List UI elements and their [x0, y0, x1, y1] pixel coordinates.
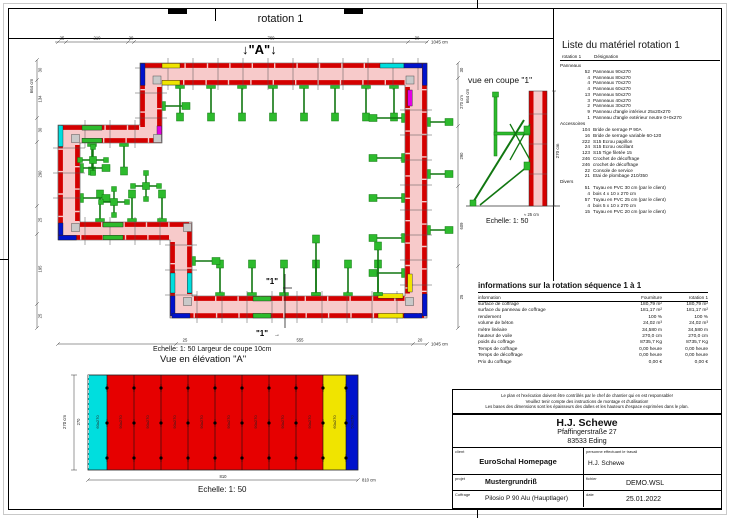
special-panel [380, 63, 404, 68]
special-panel [422, 294, 427, 316]
special-panel [103, 235, 123, 240]
dim-total: 664 cm [465, 88, 470, 104]
tie-point [132, 386, 135, 389]
material-item-qty: 104 [582, 127, 590, 133]
special-panel [408, 90, 413, 106]
corner-angle-piece [184, 224, 192, 232]
material-section-name: Divers [560, 179, 574, 185]
info-cell: 100 % [648, 314, 662, 320]
special-panel [422, 63, 427, 85]
brace-prop [163, 102, 191, 111]
date-value: 25.01.2022 [626, 496, 662, 503]
material-item-qty: 4 [587, 74, 590, 80]
info-cell: 270,0 cm [642, 334, 662, 340]
tie-point [213, 421, 216, 424]
material-item-qty: 4 [587, 86, 590, 92]
material-item-qty: 4 [587, 191, 590, 197]
dim-label: 30 [37, 67, 43, 73]
project-label: projet [455, 476, 466, 481]
brace-prop [369, 154, 405, 163]
info-cell: volume de béton [478, 321, 514, 327]
dim-label: 25 [59, 35, 65, 41]
info-cell: surface de coffrage [478, 302, 519, 307]
project-value: Mustergrundriß [485, 479, 537, 486]
special-panel [170, 296, 175, 316]
tie-point [132, 421, 135, 424]
special-panel [162, 63, 180, 68]
panel-size-label: 90x270 [307, 415, 312, 429]
wall-panel [529, 91, 534, 206]
tie-point [186, 456, 189, 459]
info-table-title: informations sur la rotation séquence 1 à 1 [478, 281, 708, 293]
dim-total: 1045 cm [431, 341, 448, 347]
special-panel [172, 313, 190, 318]
dim-total: 664 cm [29, 78, 34, 94]
panel-size-label: 60x270 [95, 415, 100, 429]
tie-point [294, 456, 297, 459]
brace-prop [248, 260, 257, 296]
file-label: fichier [586, 476, 597, 481]
special-panel [103, 222, 123, 227]
brace-prop [81, 194, 111, 203]
formwork-value: Pilosio P 90 Alu (Hauptlager) [485, 495, 568, 502]
brace-prop [428, 170, 454, 179]
info-cell: Temps de coffrage [478, 346, 518, 352]
dim-label: 20 [128, 35, 134, 41]
special-panel [58, 235, 76, 240]
elevation-view-svg [60, 356, 410, 488]
tie-point [321, 456, 324, 459]
special-panel [58, 126, 63, 147]
registration-tick [0, 259, 9, 260]
material-item-qty: 4 [587, 80, 590, 86]
formwork-row [453, 491, 721, 507]
special-panel [253, 296, 271, 301]
tie-point [186, 386, 189, 389]
material-item-label: S15 Tige filetée 15 [593, 150, 632, 156]
material-item-label: Panneaux 90x270 [593, 68, 631, 74]
panel-size-label: 90x270 [145, 415, 150, 429]
info-row [478, 360, 708, 366]
info-cell: poids du coffrage [478, 340, 515, 346]
brace-prop [158, 190, 167, 222]
client-label: client [455, 449, 465, 454]
material-item-qty: 15 [584, 208, 590, 214]
material-item-qty: 52 [584, 68, 590, 74]
brace-prop [390, 86, 399, 122]
special-panel [253, 313, 271, 318]
material-item-label: Panneaux 60x270 [593, 86, 631, 92]
company-name: H.J. Schewe [556, 417, 618, 429]
special-panel [187, 273, 192, 293]
push-pull-prop [480, 166, 528, 205]
panel-size-label: 50x270 [349, 415, 355, 429]
date-label: date [586, 492, 594, 497]
dim-label: 25 [182, 337, 188, 343]
dim-label: 30 [414, 35, 420, 41]
dim-total: 270 cm [62, 414, 67, 430]
info-cell: 270,0 cm [688, 334, 708, 340]
dim-label: 290 [459, 152, 464, 160]
tie-point [240, 386, 243, 389]
section-marker-a: ↓"A"↓ [242, 42, 277, 57]
tie-point [344, 386, 347, 389]
info-cell: surface du panneau de coffrage [478, 308, 546, 314]
material-item-label: Crochet de décoffrage [593, 156, 640, 162]
tie-point [344, 421, 347, 424]
material-item-qty: 222 [582, 138, 590, 144]
registration-tick [477, 509, 478, 518]
panel-size-label: 90x270 [280, 415, 285, 429]
note-line: Veuillez tenir compte des instructions de montage et d'utilisation! [525, 398, 649, 404]
brace-prop [369, 234, 405, 243]
info-cell: 8735,7 Kg [640, 340, 662, 346]
plan-scale-caption: Echelle: 1: 50 Largeur de coupe 10cm [153, 346, 272, 353]
material-item-label: Panneaux 40x270 [593, 97, 631, 103]
material-item-label: Bride de serrage variable 60-120 [593, 132, 662, 138]
project-row [453, 475, 721, 491]
corner-angle-piece [184, 298, 192, 306]
info-cell: 0,00 € [648, 359, 662, 365]
material-item-qty: 22 [584, 167, 590, 173]
dim-total: 810 cm [362, 477, 376, 483]
arrow-right-icon: → [274, 332, 280, 338]
special-panel [170, 273, 175, 293]
material-item [560, 209, 720, 215]
corner-angle-piece [406, 76, 414, 84]
section-marker-1: "1" [266, 277, 279, 286]
special-panel [58, 223, 63, 235]
info-cell: 0,00 heure [685, 353, 708, 359]
file-value: DEMO.WSL [626, 480, 665, 487]
brace-prop [280, 260, 289, 296]
note-line: Le plan et l'exécution doivent être contrôlés par le chef de chantier qui en est responsable! [501, 393, 673, 398]
tie-point [294, 386, 297, 389]
material-item-label: Console de service [593, 167, 633, 173]
material-item-label: Panneaux 70x270 [593, 80, 631, 86]
dim-label: 270 cm [555, 143, 560, 159]
coupe-scale-caption: Echelle: 1: 50 [486, 218, 529, 225]
dim-label: 609 [459, 222, 464, 230]
tie-point [267, 421, 270, 424]
tie-point [321, 421, 324, 424]
brace-prop [369, 114, 405, 123]
tie-point [213, 456, 216, 459]
info-cell: Temps de décoffrage [478, 353, 523, 359]
info-cell: 0,00 heure [639, 353, 662, 359]
info-cell: 8735,7 Kg [686, 340, 708, 346]
dim-total: 1045 cm [431, 39, 448, 45]
material-item-qty: 24 [584, 144, 590, 150]
panel-size-label: 90x270 [118, 415, 123, 429]
panel-size-label: 90x270 [226, 415, 231, 429]
special-panel [408, 274, 413, 292]
tie-point [294, 421, 297, 424]
special-panel [140, 63, 145, 85]
tie-point [240, 456, 243, 459]
material-item-qty: 21 [584, 173, 590, 179]
special-panel [378, 313, 403, 318]
dim-label: 25 [459, 294, 464, 300]
dim-label: 210 [93, 35, 101, 41]
brace-prop [374, 242, 383, 296]
tie-point [344, 456, 347, 459]
tie-point [159, 386, 162, 389]
material-item-label: bois 5 x 10 x 270 cm [593, 202, 636, 208]
dim-label: 30 [37, 127, 43, 133]
corner-angle-piece [406, 298, 414, 306]
special-panel [82, 126, 102, 131]
material-item-qty: 16 [584, 132, 590, 138]
material-item-label: Bride de serrage P 90A [593, 127, 642, 133]
panel-size-label: 90x270 [199, 415, 204, 429]
tie-point [159, 456, 162, 459]
material-item-label: S15 Ecrou oscillant [593, 144, 634, 150]
material-item-qty: 13 [584, 91, 590, 97]
info-cell: 180,79 m² [686, 302, 708, 307]
material-item-label: S15 Ecrou papillon [593, 138, 633, 144]
note-line: Les bases des dimensions sont les épaisseurs des dalles et les hauteurs d'espace exprimées dans le plan. [485, 404, 689, 410]
info-cell: 34,580 m [641, 327, 662, 333]
info-cell: 34,580 m [687, 327, 708, 333]
corner-angle-piece [72, 135, 80, 143]
special-panel [404, 63, 422, 68]
brace-prop [128, 190, 137, 222]
dim-label: 760 [267, 35, 275, 41]
material-item-label: Panneaux 30x270 [593, 103, 631, 109]
dim-label: 270 [76, 418, 81, 426]
panel-size-label: 90x270 [172, 415, 177, 429]
brace-prop [344, 260, 353, 296]
material-item-qty: 123 [582, 150, 590, 156]
info-cell: 100 % [694, 314, 708, 320]
client-row [453, 448, 721, 475]
material-list [560, 40, 720, 214]
company-block [453, 415, 721, 448]
material-item-label: Panneaux 50x270 [593, 91, 631, 97]
brace-prop [369, 194, 405, 203]
formwork-label: Coffrage [455, 492, 471, 497]
material-item-label: Panneau d'angle intérieur 25x20x270 [593, 109, 671, 115]
tie-point [105, 421, 108, 424]
info-cell: hauteur de voile [478, 334, 513, 340]
tie-point [186, 421, 189, 424]
panel-size-label: 60x270 [332, 415, 337, 429]
company-city: 83533 Eding [567, 437, 607, 445]
corner-angle-piece [154, 135, 162, 143]
info-cell: 0,00 € [694, 359, 708, 365]
dim-label: 555 [296, 337, 304, 343]
worker-label: personne effectuant le travail [586, 449, 638, 454]
material-item-qty: 2 [587, 103, 590, 109]
material-item-label: Panneau d'angle extérieur neutre 0+0x270 [593, 115, 682, 121]
info-cell: mètre linéaire [478, 327, 508, 333]
info-cell: 181,17 m² [686, 308, 708, 314]
info-cell: 180,79 m² [640, 302, 662, 307]
material-item-qty: 1 [587, 115, 590, 121]
material-item-label: Tuyau en PVC 25 cm (par le client) [593, 197, 666, 203]
dim-label: 810 [219, 474, 227, 479]
tie-point [159, 421, 162, 424]
dim-label: 195 [37, 265, 43, 273]
dim-label: 290 [37, 170, 43, 178]
material-item-label: Tuyau en PVC 30 cm (par le client) [593, 185, 666, 191]
dim-label: 134 [37, 95, 43, 103]
tie-point [105, 456, 108, 459]
brace-prop [369, 269, 405, 278]
prop-post [494, 94, 497, 156]
info-cell: Prix du coffrage [478, 359, 512, 365]
elevation-scale-caption: Echelle: 1: 50 [198, 485, 247, 494]
material-item-qty: 246 [582, 156, 590, 162]
material-item-qty: 3 [587, 97, 590, 103]
special-panel [82, 138, 102, 143]
brace-prop [428, 226, 454, 235]
material-item-qty: 4 [587, 202, 590, 208]
material-item-label: bois 4 x 10 x 270 cm [593, 191, 636, 197]
info-cell: 181,17 m² [640, 308, 662, 314]
material-item-label: Panneaux 80x270 [593, 74, 631, 80]
material-item-label: Etai de plombage 210/350 [593, 173, 648, 179]
responsibility-note [452, 389, 722, 414]
section-marker-1: "1" [256, 329, 269, 338]
elevation-title: Vue en élévation "A" [160, 354, 247, 365]
panel-size-label: 90x270 [253, 415, 258, 429]
brace-prop [207, 86, 216, 122]
info-header-information: information [478, 295, 501, 300]
brace-prop [238, 86, 247, 122]
tie-point [267, 456, 270, 459]
section-view-svg [464, 66, 564, 226]
info-header-fourniture: Fourniture [641, 295, 662, 300]
info-cell: 24,02 m³ [643, 321, 662, 327]
sheet-title: rotation 1 [257, 13, 304, 25]
corner-angle-piece [153, 76, 161, 84]
brace-prop [331, 86, 340, 122]
title-block [452, 414, 722, 509]
dim-label: 25 [37, 313, 43, 319]
dim-label: 30 [459, 67, 464, 73]
material-item-label: Tuyau en PVC 20 cm (par le client) [593, 208, 666, 214]
info-cell: 0,00 heure [639, 346, 662, 352]
dim-label: 270 cm [459, 95, 464, 109]
brace-prop [300, 86, 309, 122]
tie-point [132, 456, 135, 459]
material-item-qty: 57 [584, 197, 590, 203]
worker-value: H.J. Schewe [588, 460, 625, 467]
brace-prop [216, 260, 225, 296]
info-cell: 0,00 heure [685, 346, 708, 352]
company-street: Pfaffingerstraße 27 [557, 429, 617, 436]
material-item-label: crochet de décoffrage [593, 161, 639, 167]
material-item-qty: 51 [584, 185, 590, 191]
material-section-name: Panneaux [560, 62, 582, 68]
dim-label: 25 [37, 217, 43, 223]
wall-panel [542, 91, 547, 206]
rotation-info-table [478, 281, 708, 366]
brace-prop [428, 118, 454, 127]
material-item-qty: 246 [582, 161, 590, 167]
dim-label: ≈ 25 cm [524, 212, 539, 217]
material-list-header [560, 54, 720, 61]
material-item-qty: 9 [587, 109, 590, 115]
material-section-name: Accessoires [560, 120, 586, 126]
tie-point [213, 386, 216, 389]
info-cell: 24,02 m³ [689, 321, 708, 327]
formwork-plan-view [28, 26, 473, 376]
material-header-name: Désignation [594, 54, 619, 59]
special-panel [162, 80, 180, 85]
material-header-qty: rotation 1 [562, 54, 582, 59]
tie-point [321, 386, 324, 389]
tie-point [267, 386, 270, 389]
material-item [560, 173, 720, 179]
tie-point [240, 421, 243, 424]
info-table-header [478, 294, 708, 302]
info-header-rotation: rotation 1 [688, 295, 708, 300]
info-cell: rendement [478, 314, 501, 320]
brace-prop [269, 86, 278, 122]
dim-label: 20 [417, 337, 423, 343]
client-value: EuroSchal Homepage [479, 457, 557, 466]
title-strip-divider [215, 8, 216, 21]
brace-prop [193, 257, 221, 266]
corner-angle-piece [72, 224, 80, 232]
material-list-title: Liste du matériel rotation 1 [562, 40, 680, 51]
tie-point [105, 386, 108, 389]
registration-tick [477, 0, 478, 9]
special-panel [404, 313, 422, 318]
coupe-title: vue en coupe "1" [468, 75, 533, 85]
brace-prop [120, 144, 129, 176]
